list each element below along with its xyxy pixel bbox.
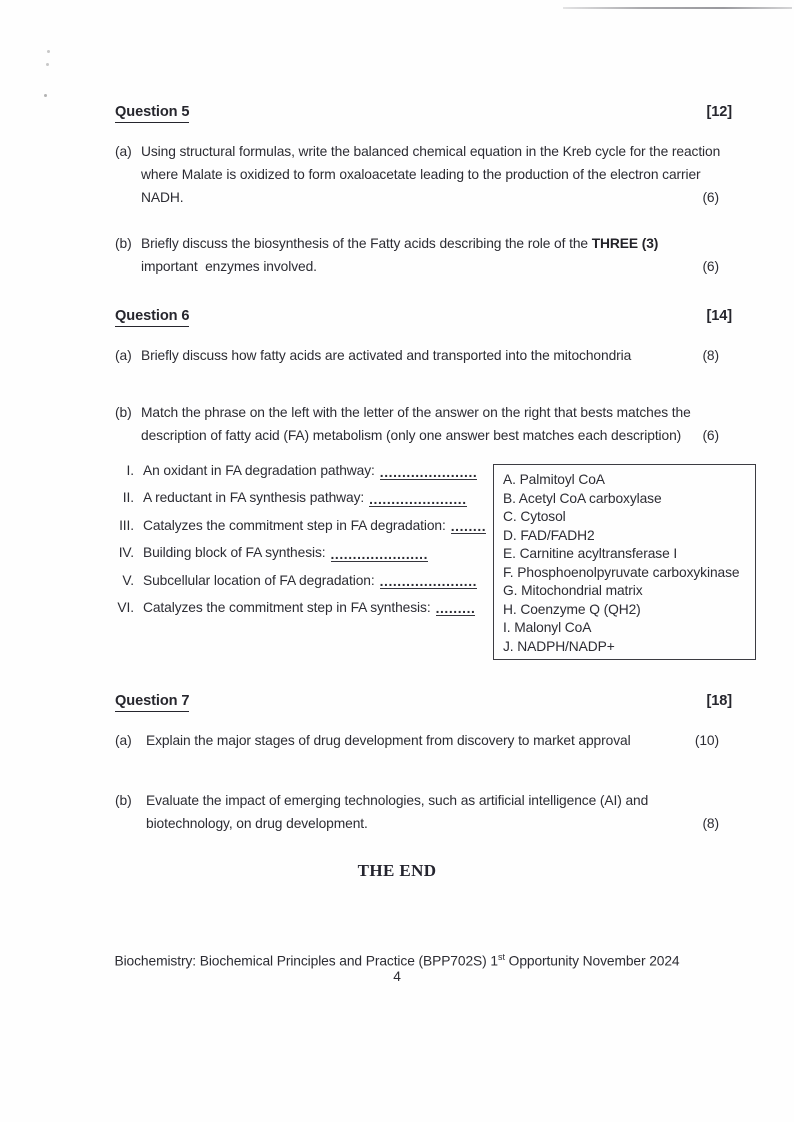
part-label: (b) bbox=[115, 405, 132, 420]
question5-total-marks: [12] bbox=[706, 104, 732, 120]
text-line: description of fatty acid (FA) metabolism (only one answer best matches each description) bbox=[141, 428, 682, 443]
part-text bbox=[141, 401, 719, 447]
part-text bbox=[141, 344, 719, 367]
part-text bbox=[146, 729, 719, 752]
answer-option: D. FAD/FADH2 bbox=[503, 527, 595, 543]
footer-text-suffix: Opportunity November 2024 bbox=[504, 953, 680, 969]
part-label: (a) bbox=[115, 348, 132, 363]
part-label: (a) bbox=[115, 733, 132, 748]
matching-item bbox=[108, 516, 488, 535]
item-numeral: V. bbox=[122, 572, 134, 588]
text-line: Using structural formulas, write the balanced chemical equation in the Kreb cycle for the reaction bbox=[141, 144, 721, 159]
text-line: Explain the major stages of drug development from discovery to market approval bbox=[146, 733, 631, 748]
question6-part-b bbox=[115, 401, 719, 447]
question7-part-a bbox=[115, 729, 719, 752]
footer-superscript: st bbox=[497, 952, 505, 962]
answer-blank: ...................... bbox=[330, 546, 429, 562]
item-text: A reductant in FA synthesis pathway: bbox=[143, 490, 365, 506]
item-numeral: III. bbox=[119, 517, 134, 533]
text-line: Match the phrase on the left with the letter of the answer on the right that bests matches the bbox=[141, 405, 691, 420]
text-line: Evaluate the impact of emerging technologies, such as artificial intelligence (AI) and bbox=[146, 793, 649, 808]
question6-title: Question 6 bbox=[115, 307, 189, 327]
answer-option: F. Phosphoenolpyruvate carboxykinase bbox=[503, 564, 740, 580]
answer-option: I. Malonyl CoA bbox=[503, 620, 592, 635]
page-number: 4 bbox=[393, 969, 401, 984]
part-text bbox=[141, 232, 719, 278]
question5-header bbox=[115, 103, 732, 123]
scan-artifact-line bbox=[563, 7, 792, 9]
answer-option: J. NADPH/NADP+ bbox=[503, 638, 615, 654]
matching-list bbox=[108, 461, 488, 625]
part-marks: (6) bbox=[702, 259, 719, 274]
answer-blank: ...................... bbox=[379, 464, 478, 480]
item-numeral: IV. bbox=[118, 545, 134, 561]
answer-blank: ...................... bbox=[379, 574, 478, 590]
answer-option: G. Mitochondrial matrix bbox=[503, 583, 643, 598]
item-numeral: VI. bbox=[117, 599, 134, 615]
text-line: important enzymes involved. bbox=[141, 259, 317, 274]
question7-total-marks: [18] bbox=[706, 693, 732, 709]
part-text bbox=[141, 140, 720, 209]
item-text: An oxidant in FA degradation pathway: bbox=[143, 463, 375, 478]
question6-total-marks: [14] bbox=[706, 308, 732, 324]
answer-blank: ........ bbox=[450, 519, 487, 535]
item-numeral: II. bbox=[122, 490, 134, 506]
answer-option: A. Palmitoyl CoA bbox=[503, 472, 605, 487]
question6-header bbox=[115, 307, 732, 327]
matching-item bbox=[108, 488, 488, 507]
question6-part-a bbox=[115, 344, 719, 367]
item-text: Subcellular location of FA degradation: bbox=[143, 572, 375, 588]
answer-option: H. Coenzyme Q (QH2) bbox=[503, 601, 641, 617]
question7-title: Question 7 bbox=[115, 692, 189, 712]
answer-option: B. Acetyl CoA carboxylase bbox=[503, 490, 662, 506]
item-text: Catalyzes the commitment step in FA synthesis: bbox=[143, 599, 431, 615]
question7-part-b bbox=[115, 789, 719, 835]
matching-item bbox=[108, 598, 488, 617]
answer-option: E. Carnitine acyltransferase I bbox=[503, 546, 678, 561]
part-marks: (6) bbox=[702, 428, 719, 443]
part-label: (b) bbox=[115, 793, 132, 808]
part-text bbox=[146, 789, 719, 835]
text-line bbox=[141, 236, 658, 251]
question5-part-a bbox=[115, 140, 719, 209]
text-line: NADH. bbox=[141, 190, 184, 205]
answer-options-box bbox=[493, 464, 756, 660]
text-line: Briefly discuss how fatty acids are activated and transported into the mitochondria bbox=[141, 348, 632, 363]
question7-header bbox=[115, 692, 732, 712]
part-label: (a) bbox=[115, 144, 132, 159]
scan-speck bbox=[44, 94, 47, 97]
question5-title: Question 5 bbox=[115, 103, 189, 123]
part-marks: (10) bbox=[694, 733, 719, 748]
question5-part-b bbox=[115, 232, 719, 278]
item-numeral: I. bbox=[126, 463, 134, 478]
item-text: Catalyzes the commitment step in FA degradation: bbox=[143, 517, 446, 533]
part-marks: (8) bbox=[702, 816, 719, 831]
matching-item bbox=[108, 461, 488, 480]
answer-option: C. Cytosol bbox=[503, 509, 566, 524]
answer-blank: ...................... bbox=[369, 491, 467, 507]
part-marks: (8) bbox=[702, 348, 719, 363]
matching-item bbox=[108, 571, 488, 590]
scan-speck bbox=[47, 50, 50, 53]
scan-speck bbox=[46, 63, 49, 66]
text-line: where Malate is oxidized to form oxaloacetate leading to the production of the electron carrier bbox=[141, 167, 701, 182]
answer-blank: ......... bbox=[435, 601, 476, 617]
matching-item bbox=[108, 543, 488, 562]
end-of-paper-marker: THE END bbox=[357, 861, 437, 880]
text-segment: Briefly discuss the biosynthesis of the Fatty acids describing the role of the bbox=[141, 236, 592, 251]
footer-text-prefix: Biochemistry: Biochemical Principles and Practice (BPP702S) 1 bbox=[114, 953, 498, 969]
bold-text-segment: THREE (3) bbox=[591, 236, 659, 251]
item-text: Building block of FA synthesis: bbox=[143, 545, 326, 561]
part-marks: (6) bbox=[702, 190, 719, 205]
part-label: (b) bbox=[115, 236, 132, 251]
text-line: biotechnology, on drug development. bbox=[146, 816, 368, 831]
